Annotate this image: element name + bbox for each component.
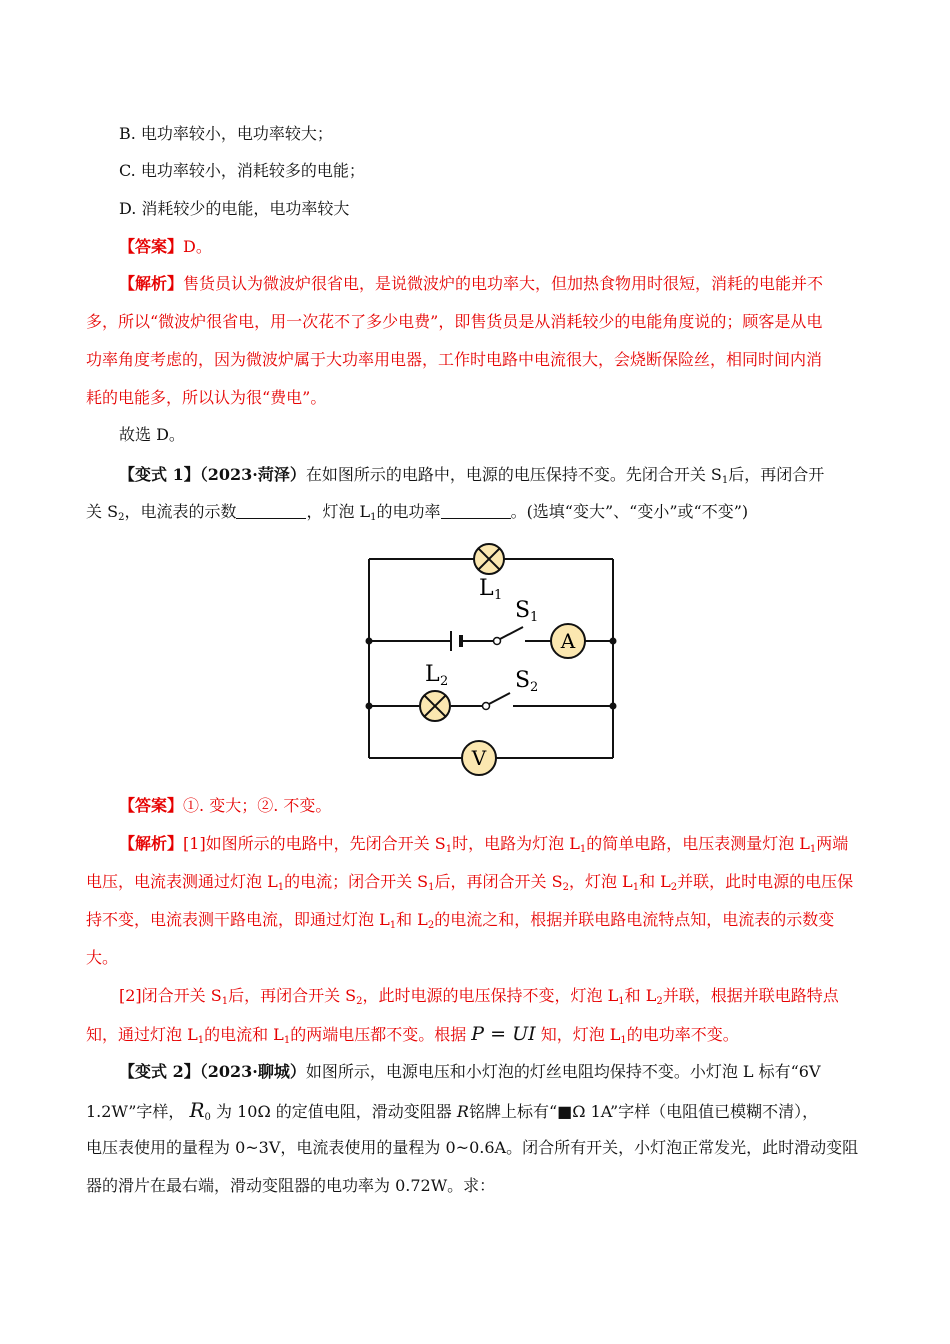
answer-2: [119, 796, 331, 816]
variant1-text: 关 S: [86, 502, 119, 521]
analysis-1-line2: 多，所以“微波炉很省电，用一次花不了多少电费”，即售货员是从消耗较少的电能角度说的；顾客是从电: [86, 312, 823, 331]
analysis-2-line1: [119, 834, 848, 854]
junction-dot: [610, 638, 617, 645]
label-s1: S: [515, 598, 531, 623]
variant2-line1: [119, 1062, 821, 1082]
junction-dot: [610, 703, 617, 710]
analysis-text: ，此时电源的电压保持不变，灯泡 L: [362, 986, 619, 1005]
subscript: 1: [389, 920, 397, 931]
subscript: 1: [445, 844, 453, 855]
variant1-text: ，电流表的示数: [124, 502, 237, 521]
label-l1-sub: 1: [494, 588, 503, 603]
switch-s2-pivot: [483, 703, 490, 710]
variant1-text: 在如图所示的电路中，电源的电压保持不变。先闭合开关 S: [305, 465, 722, 484]
subscript: 1: [579, 844, 587, 855]
analysis-text: 的电流之和，根据并联电路电流特点知，电流表的示数变: [434, 910, 835, 929]
junction-dot: [366, 638, 373, 645]
subscript: 1: [221, 996, 229, 1007]
variant1-line1: [119, 465, 824, 485]
subscript: 2: [356, 996, 363, 1007]
circuit-diagram: [355, 535, 635, 780]
voltmeter-icon: [462, 741, 496, 775]
analysis-text: ，灯泡 L: [568, 872, 633, 891]
label-l1: L: [479, 576, 494, 601]
answer-1: [119, 237, 212, 257]
subscript: 1: [632, 882, 640, 893]
analysis-text: [1]如图所示的电路中，先闭合开关 S: [183, 834, 446, 853]
symbol-r: R: [456, 1102, 469, 1121]
subscript: 1: [618, 996, 625, 1007]
variant1-text: 。(选填“变大”、“变小”或“不变”): [510, 502, 749, 521]
answer-blank-1[interactable]: [236, 504, 306, 519]
option-d: D. 消耗较少的电能，电功率较大: [119, 199, 350, 218]
analysis-text: 和 L: [624, 986, 657, 1005]
answer-text: D。: [183, 237, 212, 256]
answer-blank-2[interactable]: [441, 504, 511, 519]
variant1-source: （2023·菏泽）: [199, 465, 306, 484]
subscript: 1: [283, 1035, 291, 1046]
subscript: 2: [670, 882, 678, 893]
analysis-text: [2]闭合开关 S: [119, 986, 222, 1005]
analysis-text: 的简单电路，电压表测量灯泡 L: [586, 834, 810, 853]
analysis-1-line1: [119, 274, 823, 294]
variant2-text: 如图所示，电源电压和小灯泡的灯丝电阻均保持不变。小灯泡 L 标有“6V: [305, 1062, 821, 1081]
label-s2-sub: 2: [530, 680, 539, 695]
answer-tag: 【答案】: [119, 237, 184, 256]
lamp-l1-icon: [474, 544, 504, 574]
label-s1-sub: 1: [530, 610, 539, 625]
variant1-text: 后，再闭合开: [728, 465, 825, 484]
analysis-3-line1: [119, 986, 839, 1006]
option-b: B. 电功率较小，电功率较大；: [119, 124, 333, 143]
voltmeter-label: V: [471, 746, 487, 770]
variant2-line3: 电压表使用的量程为 0~3V，电流表使用的量程为 0~0.6A。闭合所有开关，小灯泡正常发光，此时滑动变阻: [86, 1138, 859, 1157]
variant2-line4: 器的滑片在最右端，滑动变阻器的电功率为 0.72W。求：: [86, 1176, 496, 1195]
analysis-text: 并联，根据并联电路特点: [662, 986, 839, 1005]
conclusion-1: 故选 D。: [119, 425, 185, 444]
analysis-2-line3: [86, 910, 834, 930]
symbol-r0: R: [189, 1098, 205, 1122]
label-s2: S: [515, 668, 531, 693]
variant1-tag: 【变式 1】: [119, 465, 200, 484]
variant2-text: 1.2W”字样，: [86, 1102, 185, 1121]
subscript: 2: [562, 882, 569, 893]
option-c: C. 电功率较小，消耗较多的电能；: [119, 161, 365, 180]
analysis-3-line2: [86, 1024, 739, 1045]
variant1-text: 的电功率: [376, 502, 441, 521]
variant1-line2: [86, 502, 748, 522]
junction-dot: [366, 703, 373, 710]
analysis-tag: 【解析】: [119, 274, 184, 293]
lamp-l2-icon: [420, 691, 450, 721]
variant2-text: 为 10Ω 的定值电阻，滑动变阻器: [216, 1102, 452, 1121]
analysis-text: 并联，此时电源的电压保: [677, 872, 854, 891]
subscript: 1: [277, 882, 285, 893]
subscript: 0: [204, 1112, 211, 1123]
analysis-text: 知，灯泡 L: [540, 1025, 621, 1044]
analysis-text: 时，电路为灯泡 L: [452, 834, 580, 853]
analysis-text: 持不变，电流表测干路电流，即通过灯泡 L: [86, 910, 390, 929]
variant2-tag: 【变式 2】: [119, 1062, 200, 1081]
formula-p-ui: P = UI: [471, 1023, 536, 1045]
subscript: 1: [370, 512, 377, 523]
analysis-1-line4: 耗的电能多，所以认为很“费电”。: [86, 388, 327, 407]
analysis-text: 的两端电压都不变。根据: [290, 1025, 467, 1044]
variant2-line2: [86, 1100, 818, 1122]
variant2-text: 铭牌上标有“■Ω 1A”字样（电阻值已模糊不清），: [468, 1102, 819, 1121]
subscript: 1: [721, 475, 729, 486]
answer-tag: 【答案】: [119, 796, 184, 815]
analysis-text: 售货员认为微波炉很省电，是说微波炉的电功率大，但加热食物用时很短，消耗的电能并不: [183, 274, 824, 293]
label-l2: L: [425, 662, 440, 687]
analysis-text: 的电流和 L: [204, 1025, 284, 1044]
analysis-text: 的电流；闭合开关 S: [284, 872, 429, 891]
analysis-text: 两端: [816, 834, 849, 853]
analysis-text: 后，再闭合开关 S: [434, 872, 563, 891]
analysis-2-line4: 大。: [86, 948, 119, 967]
analysis-text: 和 L: [396, 910, 428, 929]
subscript: 2: [427, 920, 435, 931]
switch-s1-pivot: [494, 638, 501, 645]
analysis-text: 后，再闭合开关 S: [228, 986, 357, 1005]
analysis-text: 的电功率不变。: [626, 1025, 739, 1044]
analysis-text: 和 L: [639, 872, 671, 891]
answer-text: ①. 变大；②. 不变。: [183, 796, 332, 815]
subscript: 2: [118, 512, 125, 523]
subscript: 1: [620, 1035, 627, 1046]
label-l2-sub: 2: [440, 674, 449, 689]
subscript: 1: [809, 844, 817, 855]
subscript: 2: [656, 996, 663, 1007]
analysis-text: 电压，电流表测通过灯泡 L: [86, 872, 278, 891]
analysis-tag: 【解析】: [119, 834, 184, 853]
variant1-text: ，灯泡 L: [306, 502, 371, 521]
analysis-1-line3: 功率角度考虑的，因为微波炉属于大功率用电器，工作时电路中电流很大，会烧断保险丝，相同时间内消: [86, 350, 823, 369]
ammeter-label: A: [560, 629, 576, 653]
analysis-2-line2: [86, 872, 853, 892]
analysis-text: 知，通过灯泡 L: [86, 1025, 198, 1044]
subscript: 1: [428, 882, 435, 893]
subscript: 1: [197, 1035, 205, 1046]
ammeter-icon: [551, 624, 585, 658]
variant2-source: （2023·聊城）: [199, 1062, 306, 1081]
